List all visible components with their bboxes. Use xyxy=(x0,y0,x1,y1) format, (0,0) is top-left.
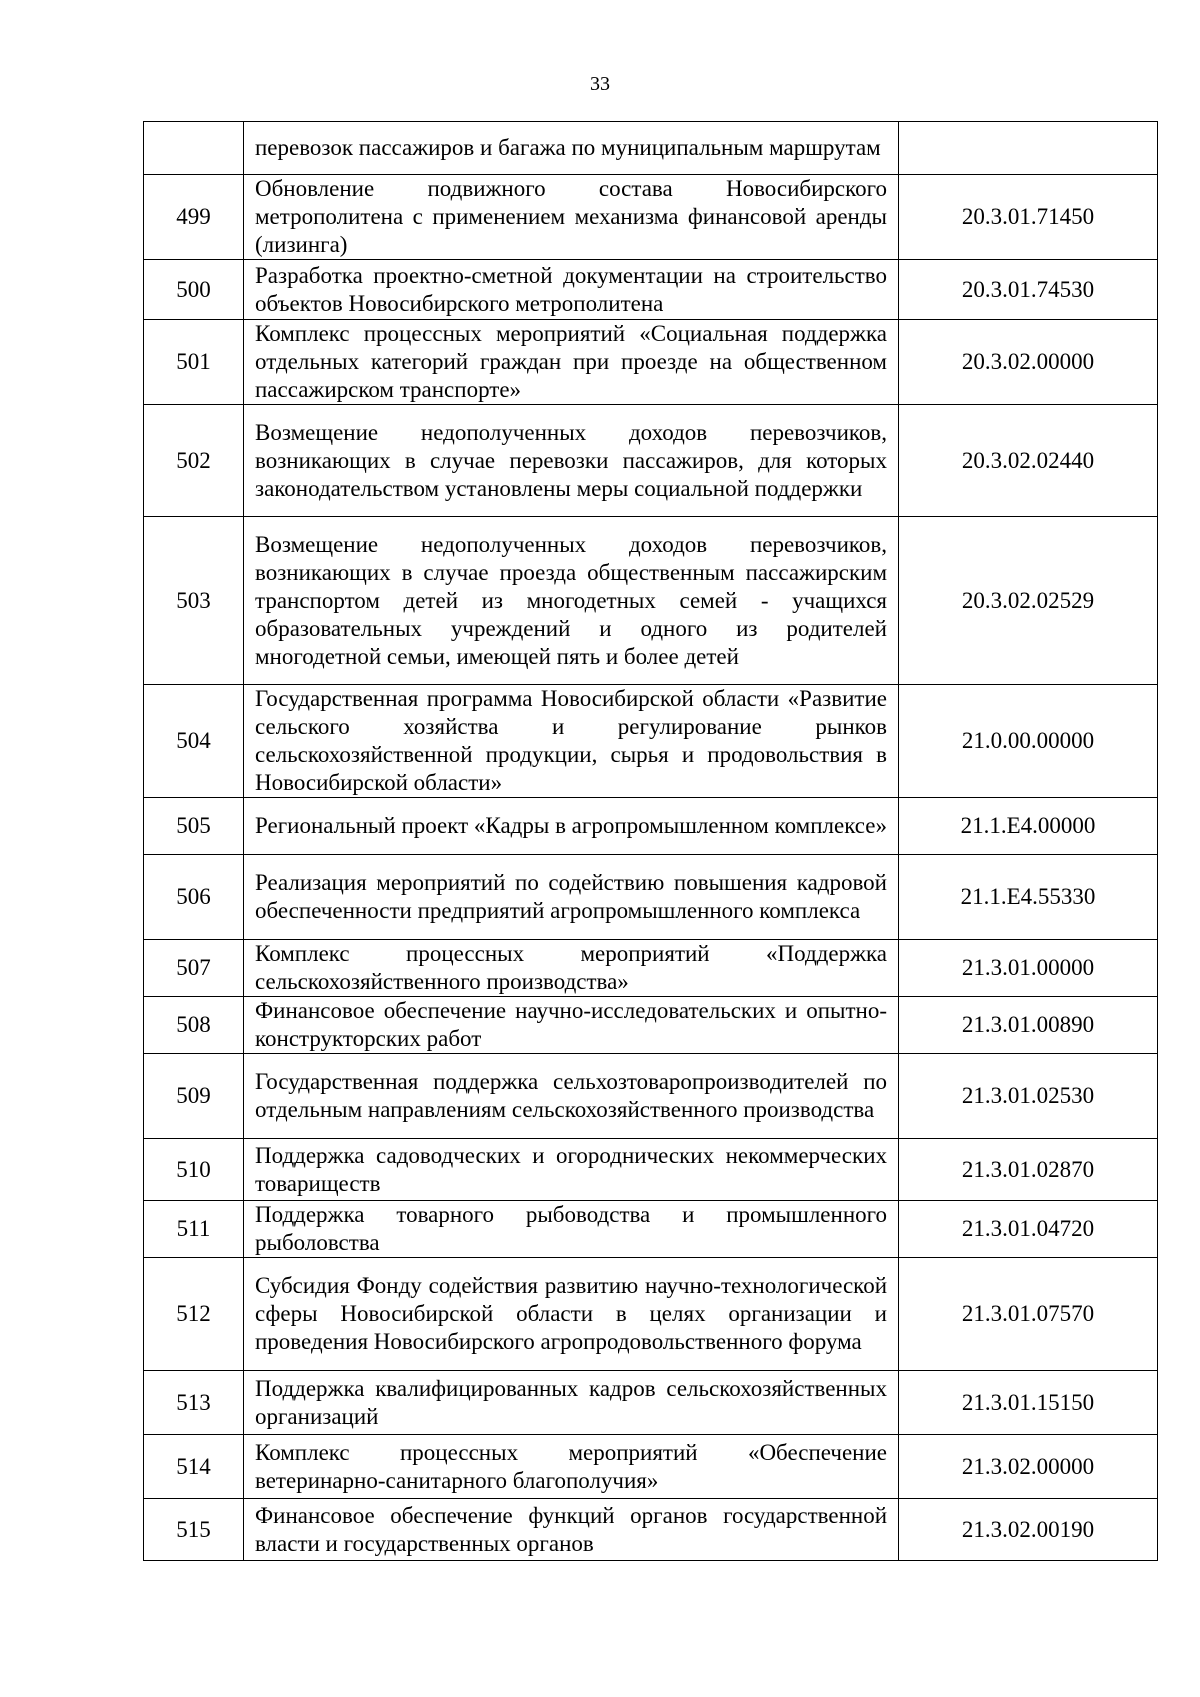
table-row xyxy=(144,517,1158,685)
row-number: 515 xyxy=(144,1499,244,1561)
row-number: 513 xyxy=(144,1371,244,1435)
table-body xyxy=(144,122,1158,1561)
row-name: Государственная поддержка сельхозтоваропроизводителей по отдельным направлениям сельскохозяйственного производства xyxy=(244,1054,899,1139)
row-code: 21.3.01.02870 xyxy=(899,1139,1158,1201)
table-row xyxy=(144,1258,1158,1371)
table-row xyxy=(144,940,1158,997)
row-number: 509 xyxy=(144,1054,244,1139)
row-code: 20.3.02.02529 xyxy=(899,517,1158,685)
row-number: 502 xyxy=(144,405,244,517)
row-number: 504 xyxy=(144,685,244,798)
table-row xyxy=(144,405,1158,517)
row-number: 514 xyxy=(144,1435,244,1499)
table-row xyxy=(144,855,1158,940)
row-number: 505 xyxy=(144,798,244,855)
table-row xyxy=(144,685,1158,798)
row-number: 503 xyxy=(144,517,244,685)
row-code: 20.3.02.02440 xyxy=(899,405,1158,517)
row-code: 20.3.01.74530 xyxy=(899,260,1158,320)
table-row xyxy=(144,798,1158,855)
row-name: Финансовое обеспечение функций органов государственной власти и государственных органов xyxy=(244,1499,899,1561)
table-row xyxy=(144,1054,1158,1139)
table-row xyxy=(144,997,1158,1054)
row-name: перевозок пассажиров и багажа по муниципальным маршрутам xyxy=(244,122,899,175)
row-code: 21.0.00.00000 xyxy=(899,685,1158,798)
row-name: Государственная программа Новосибирской области «Развитие сельского хозяйства и регулирование рынков сельскохозяйственной продукции, сырья и продовольствия в Новосибирской области» xyxy=(244,685,899,798)
table-row xyxy=(144,1371,1158,1435)
table-row xyxy=(144,320,1158,405)
row-code: 21.1.Е4.55330 xyxy=(899,855,1158,940)
row-name: Возмещение недополученных доходов перевозчиков, возникающих в случае перевозки пассажиров, для которых законодательством установлены меры социальной поддержки xyxy=(244,405,899,517)
table-row xyxy=(144,1201,1158,1258)
row-number: 510 xyxy=(144,1139,244,1201)
row-code xyxy=(899,122,1158,175)
table-row xyxy=(144,175,1158,260)
row-name: Субсидия Фонду содействия развитию научно-технологической сферы Новосибирской области в целях организации и проведения Новосибирского агропродовольственного форума xyxy=(244,1258,899,1371)
row-code: 21.3.01.00890 xyxy=(899,997,1158,1054)
row-number: 512 xyxy=(144,1258,244,1371)
row-name: Финансовое обеспечение научно-исследовательских и опытно-конструкторских работ xyxy=(244,997,899,1054)
row-name: Комплекс процессных мероприятий «Поддержка сельскохозяйственного производства» xyxy=(244,940,899,997)
row-code: 20.3.02.00000 xyxy=(899,320,1158,405)
row-number: 500 xyxy=(144,260,244,320)
row-number: 511 xyxy=(144,1201,244,1258)
row-name: Обновление подвижного состава Новосибирского метрополитена с применением механизма финансовой аренды (лизинга) xyxy=(244,175,899,260)
row-code: 21.3.02.00000 xyxy=(899,1435,1158,1499)
row-name: Поддержка квалифицированных кадров сельскохозяйственных организаций xyxy=(244,1371,899,1435)
row-code: 21.3.01.15150 xyxy=(899,1371,1158,1435)
row-number: 508 xyxy=(144,997,244,1054)
row-name: Комплекс процессных мероприятий «Обеспечение ветеринарно-санитарного благополучия» xyxy=(244,1435,899,1499)
row-code: 21.3.01.00000 xyxy=(899,940,1158,997)
row-number: 506 xyxy=(144,855,244,940)
table-row xyxy=(144,260,1158,320)
row-name: Разработка проектно-сметной документации на строительство объектов Новосибирского метрополитена xyxy=(244,260,899,320)
table-row xyxy=(144,122,1158,175)
row-number: 501 xyxy=(144,320,244,405)
row-code: 21.1.Е4.00000 xyxy=(899,798,1158,855)
row-name: Региональный проект «Кадры в агропромышленном комплексе» xyxy=(244,798,899,855)
row-number xyxy=(144,122,244,175)
table-row xyxy=(144,1435,1158,1499)
table-row xyxy=(144,1139,1158,1201)
row-code: 21.3.01.04720 xyxy=(899,1201,1158,1258)
budget-classification-table xyxy=(143,121,1158,1561)
row-number: 507 xyxy=(144,940,244,997)
row-code: 20.3.01.71450 xyxy=(899,175,1158,260)
row-code: 21.3.01.07570 xyxy=(899,1258,1158,1371)
table-row xyxy=(144,1499,1158,1561)
row-name: Комплекс процессных мероприятий «Социальная поддержка отдельных категорий граждан при проезде на общественном пассажирском транспорте» xyxy=(244,320,899,405)
row-code: 21.3.01.02530 xyxy=(899,1054,1158,1139)
row-name: Возмещение недополученных доходов перевозчиков, возникающих в случае проезда общественным пассажирским транспортом детей из многодетных семей - учащихся образовательных учреждений и одного из родителей многодетной семьи, имеющей пять и более детей xyxy=(244,517,899,685)
page-number: 33 xyxy=(590,73,610,95)
row-name: Реализация мероприятий по содействию повышения кадровой обеспеченности предприятий агропромышленного комплекса xyxy=(244,855,899,940)
row-name: Поддержка товарного рыбоводства и промышленного рыболовства xyxy=(244,1201,899,1258)
row-number: 499 xyxy=(144,175,244,260)
row-code: 21.3.02.00190 xyxy=(899,1499,1158,1561)
row-name: Поддержка садоводческих и огороднических некоммерческих товариществ xyxy=(244,1139,899,1201)
